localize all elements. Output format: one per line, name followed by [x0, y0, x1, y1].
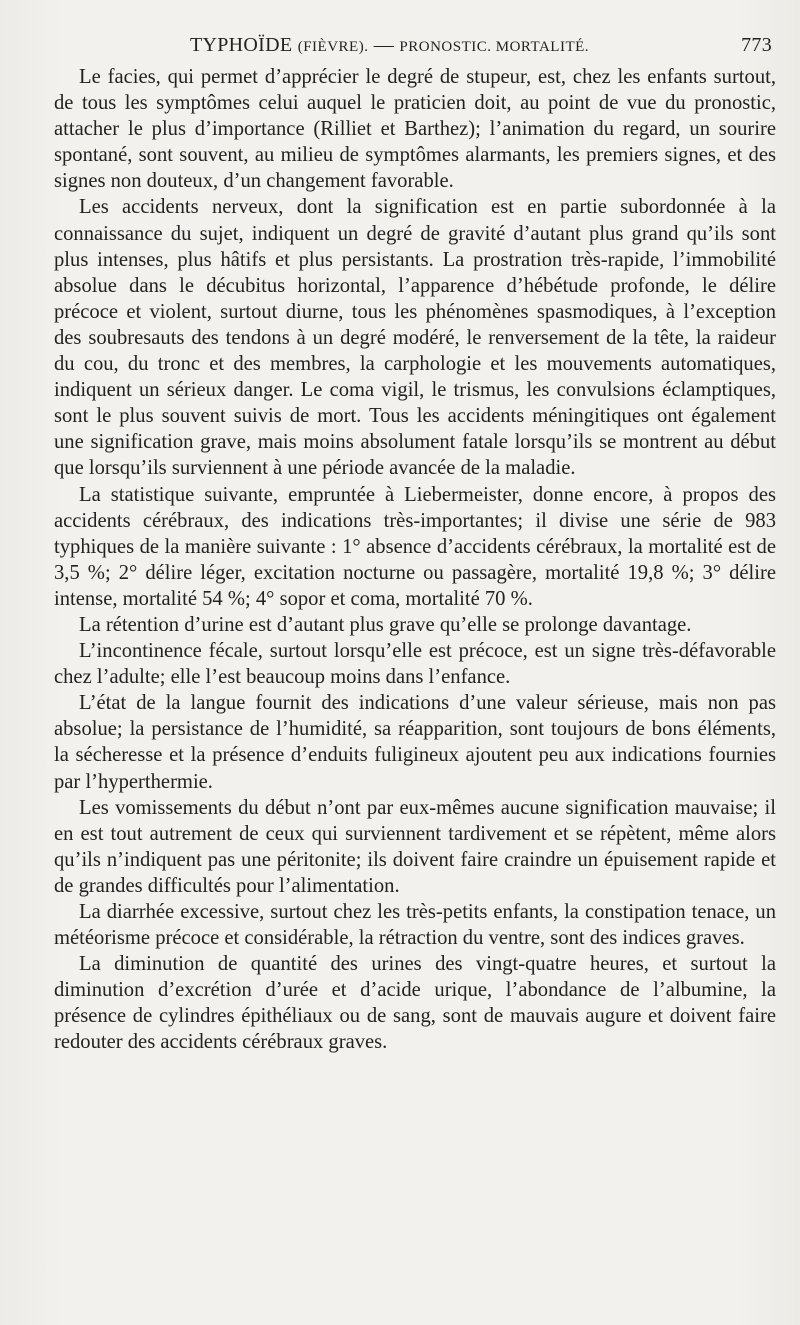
- running-title: [190, 34, 589, 57]
- paragraph-statistique: La statistique suivante, empruntée à Liebermeister, donne encore, à propos des accidents cérébraux, des indications très-importantes; il divise une série de 983 typhiques de la manière suivante : 1° absence d’accidents cérébraux, la mortalité est de 3,5 %; 2° délire léger, excitation nocturne ou passagère, mortalité 19,8 %; 3° délire intense, mortalité 54 %; 4° sopor et coma, mortalité 70 %.: [54, 483, 776, 610]
- paragraph-retention-urine: La rétention d’urine est d’autant plus grave qu’elle se prolonge davantage.: [79, 613, 692, 636]
- running-header: [54, 30, 776, 64]
- title-section: PRONOSTIC. MORTALITÉ.: [399, 39, 590, 55]
- title-dash: —: [373, 34, 395, 56]
- page-number: 773: [741, 34, 772, 56]
- body-text: [54, 64, 776, 1056]
- title-parenthetical: (FIÈVRE).: [297, 39, 369, 55]
- paragraph-incontinence: L’incontinence fécale, surtout lorsqu’elle est précoce, est un signe très-défavorable chez l’adulte; elle l’est beaucoup moins dans l’enfance.: [54, 640, 776, 689]
- paragraph-urines: La diminution de quantité des urines des vingt-quatre heures, et surtout la diminution d’excrétion d’urée et d’acide urique, l’abondance de l’albumine, la présence de cylindres épithéliaux ou de sang, sont de mauvais augure et doivent faire redouter des accidents cérébraux graves.: [54, 953, 776, 1054]
- title-main: TYPHOÏDE: [190, 34, 293, 56]
- paragraph-accidents-nerveux: Les accidents nerveux, dont la signification est en partie subordonnée à la connaissance du sujet, indiquent un degré de gravité d’autant plus grand qu’ils sont plus intenses, plus hâtifs et plus persistants. La prostration très-rapide, l’immobilité absolue dans le décubitus horizontal, l’apparence d’hébétude profonde, le délire précoce et violent, surtout diurne, tous les phénomènes spasmodiques, à l’exception des soubresauts des tendons à un degré modéré, le renversement de la tête, la raideur du cou, du tronc et des membres, la carphologie et les mouvements automatiques, indiquent un sérieux danger. Le coma vigil, le trismus, les convulsions éclamptiques, sont le plus souvent suivis de mort. Tous les accidents méningitiques ont également une signification grave, mais moins absolument fatale lorsqu’ils se montrent au début que lorsqu’ils surviennent à une période avancée de la maladie.: [54, 196, 776, 480]
- paragraph-diarrhee: La diarrhée excessive, surtout chez les très-petits enfants, la constipation tenace, un météorisme précoce et considérable, la rétraction du ventre, sont des indices graves.: [54, 901, 776, 950]
- paragraph-vomissements: Les vomissements du début n’ont par eux-mêmes aucune signification mauvaise; il en est tout autrement de ceux qui surviennent tardivement et se répètent, même alors qu’ils n’indiquent pas une péritonite; ils doivent faire craindre un épuisement rapide et de grandes difficultés pour l’alimentation.: [54, 796, 776, 897]
- paragraph-facies: Le facies, qui permet d’apprécier le degré de stupeur, est, chez les enfants surtout, de tous les symptômes celui auquel le praticien doit, au point de vue du pronostic, attacher le plus d’importance (Rilliet et Barthez); l’animation du regard, un sourire spontané, sont souvent, au milieu de symptômes alarmants, les premiers signes, et des signes non douteux, d’un changement favorable.: [54, 66, 776, 193]
- paragraph-langue: L’état de la langue fournit des indications d’une valeur sérieuse, mais non pas absolue; la persistance de l’humidité, sa réapparition, sont toujours de bons éléments, la sécheresse et la présence d’enduits fuligineux ajoutent peu aux indications fournies par l’hyperthermie.: [54, 692, 776, 793]
